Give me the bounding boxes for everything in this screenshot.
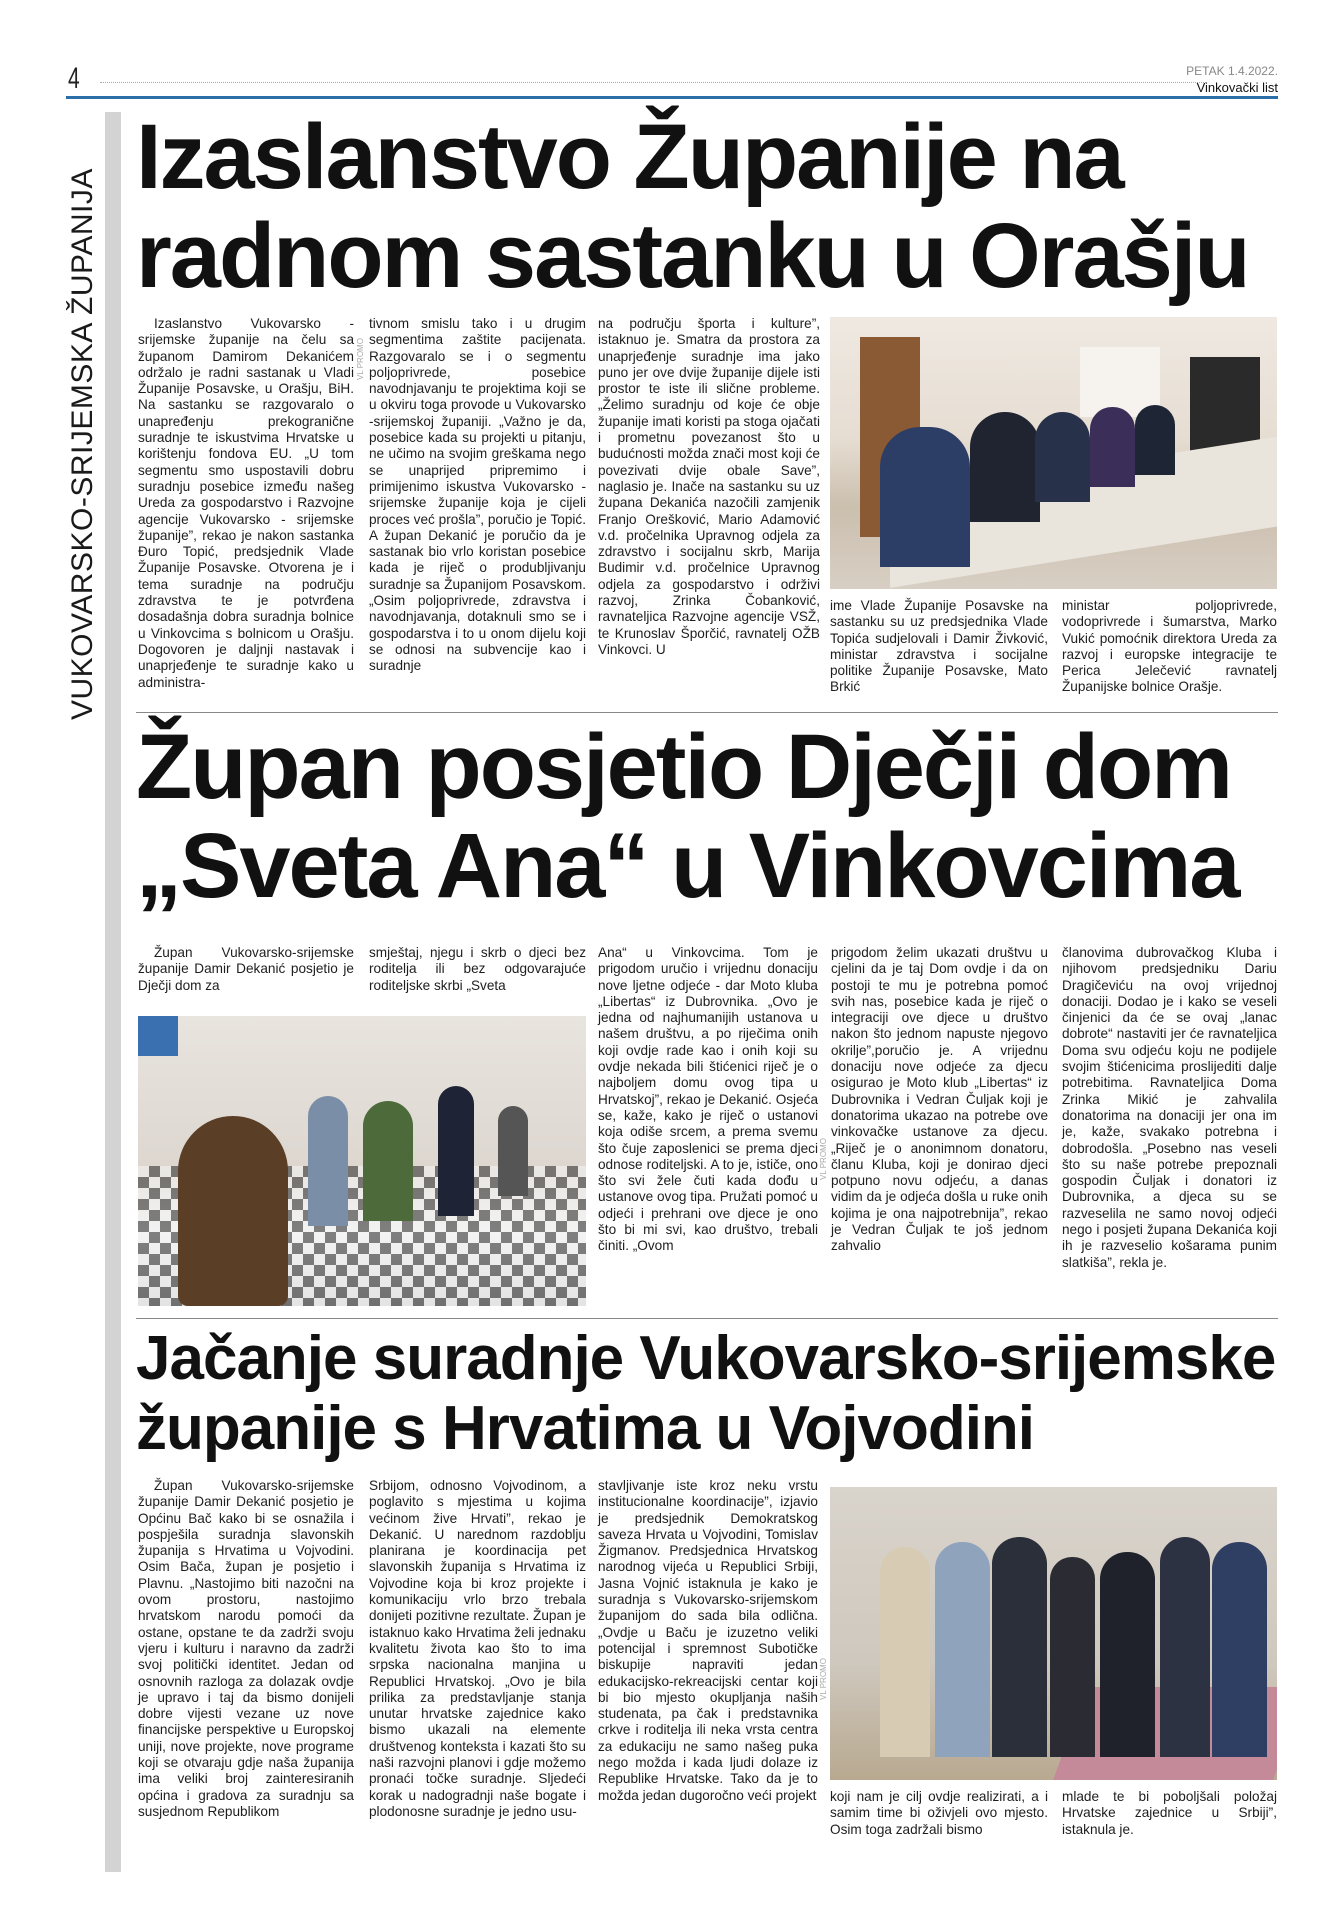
person <box>1160 1537 1210 1757</box>
article-1-photo-meeting <box>830 317 1277 589</box>
headline-line: županije s Hrvatima u Vojvodini <box>136 1394 1035 1464</box>
photo-credit: VL PROMO <box>819 1138 828 1180</box>
person <box>1035 412 1090 502</box>
publication-name: Vinkovački list <box>1196 80 1278 95</box>
person <box>1100 1552 1155 1757</box>
section-sidebar-bar <box>105 112 121 1872</box>
article-1-column-3: na području športa i kulture”, istaknuo je. Smatra da prostora za unaprjeđenje suradnje ima jako puno jer ove dvije županije dijele isti prostor te iste ili slične probleme. „Želimo suradnju od koje će obje županije imati koristi pa stoga ojačati i prometnu povezanost što u budućnosti možda znači most koji će povezivati dvije obale Save”, naglasio je. Inače na sastanku su uz župana Dekanića nazočili zamjenik Franjo Orešković, Mario Adamović v.d. pročelnika Upravnog odjela za zdravstvo i socijalnu skrb, Marija Budimir v.d. pročelnice Upravnog odjela za gospodarstvo i održivi razvoj, Zrinka Čobanković, ravnateljica Razvojne agencije VSŽ, te Krunoslav Šporčić, ravnatelj OŽB Vinkovci. U <box>598 316 820 657</box>
article-2-column-5: članovima dubrovačkog Kluba i njihovom predsjedniku Dariu Dragičeviću na ovoj vrijednoj donaciji. Dodao je i kako se veseli činjenici da će se ovaj „lanac dobrote“ nastaviti jer će ravnateljica Doma svu odjeću koju ne podijele svojim štićenicima proslijediti dalje potrebitima. Ravnateljica Doma Zrinka Mikić je zahvalila donatorima na donaciji jer ona im je, kaže, svakako potrebna i dobrodošla. „Posebno nas veseli što su naše potrebe prepoznali gospodin Čuljak i donatori iz Dubrovnika, a djeca su se razveselila ne samo novoj odjeći nego i posjeti župana Dekanića koji ih je razveselio košarama punim slatkiša”, rekla je. <box>1062 945 1277 1270</box>
article-divider <box>136 712 1278 713</box>
photo-credit: VL PROMO <box>356 338 365 380</box>
header-dotted-line <box>100 82 1206 83</box>
article-1-column-4: ime Vlade Županije Posavske na sastanku su uz predsjednika Vlade Topića sudjelovali i Damir Živković, ministar zdravstva i socijalne politike Županije Posavske, Mato Brkić <box>830 598 1048 695</box>
picture-frame <box>138 1016 178 1056</box>
article-3-photo-group <box>830 1487 1277 1780</box>
person <box>880 427 970 567</box>
article-2-headline <box>136 718 1238 917</box>
article-3-column-5: mlade te bi poboljšali položaj Hrvatske zajednice u Srbiji”, istaknula je. <box>1062 1789 1277 1837</box>
person <box>363 1101 413 1221</box>
article-2-column-4: prigodom želim ukazati društvu u cjelini da je taj Dom ovdje i da on postoji te mu je potrebna pomoć svih nas, posebice kada je riječ o integraciji ove djece u društvo nakon što jednom napuste njegovo okrilje”,poručio je. A vrijednu donaciju nove odjeće za djecu osigurao je Moto klub „Libertas“ iz Dubrovnika i Vedran Čuljak koji je donatorima ukazao na potrebe ove vinkovačke ustanove za djecu. „Riječ je o anonimnom donatoru, članu Kluba, koji je donirao djeci potpuno novu odjeću, a danas vidim da je odjeća došla u ruke onih kojima je ona najpotrebnija”, rekao je Vedran Čuljak te još jednom zahvalio <box>831 945 1048 1254</box>
article-2-column-2: smještaj, njegu i skrb o djeci bez roditelja ili bez odgovarajuće roditeljske skrbi „Sveta <box>369 945 586 993</box>
person <box>935 1542 990 1757</box>
headline-line: Jačanje suradnje Vukovarsko-srijemske <box>136 1324 1276 1393</box>
issue-date: PETAK 1.4.2022. <box>1186 64 1278 78</box>
article-2-photo-childrens-home <box>138 1016 586 1306</box>
person <box>1090 407 1135 487</box>
article-divider <box>136 1318 1278 1319</box>
article-2-column-3: Ana“ u Vinkovcima. Tom je prigodom uručio i vrijednu donaciju nove ljetne odjeće - dar Moto kluba „Libertas“ iz Dubrovnika. „Ovo je jedna od najhumanijih ustanova u našem društvu, a po riječima onih koji ovdje rade kao i onih koji su ovdje nekada bili štićenici riječ je o najboljem domu ovog tipa u Hrvatskoj”, rekao je Dekanić. Osjeća se, kaže, kako je riječ o ustanovi koja odiše srcem, a prema svemu što čuje zaposlenici se prema djeci odnose roditeljski. A to je, ističe, ono što svi žele čuti kada dođu u ustanove ovog tipa. Pružati pomoć u odjeći i prehrani ove djece je ono što bi mi svi, kao društvo, trebali činiti. „Ovom <box>598 945 818 1254</box>
headline-line: Župan posjetio Dječji dom <box>136 716 1231 818</box>
section-label: VUKOVARSKO-SRIJEMSKA ŽUPANIJA <box>66 168 99 720</box>
article-3-headline <box>136 1324 1275 1464</box>
article-1-column-1: Izaslanstvo Vukovarsko - srijemske županije na čelu sa županom Damirom Dekanićem održalo je radni sastanak u Vladi Županije Posavske, u Orašju, BiH. Na sastanku se razgovaralo o unapređenju prekogranične suradnje te iskustvima Hrvatske u korištenju fondova EU. „U tom segmentu smo uspostavili dobru suradnju posebice između našeg Ureda za gospodarstvo i Razvojne agencije Vukovarsko - srijemske županije”, rekao je nakon sastanka Đuro Topić, predsjednik Vlade Županije Posavske. Otvorena je i tema suradnje na području zdravstva te je potvrđena dosadašnja dobra suradnja bolnice u Vinkovcima s bolnicom u Orašju. Dogovoren je daljnji nastavak i unaprjeđenje te suradnje kako u administra- <box>138 316 354 690</box>
page-number: 4 <box>68 62 80 95</box>
article-3-column-3: stavljivanje iste kroz neku vrstu institucionalne koordinacije”, izjavio je predsjednik Demokratskog saveza Hrvata u Vojvodini, Tomislav Žigmanov. Predsjednica Hrvatskog narodnog vijeća u Republici Srbiji, Jasna Vojnić istaknula je kako je suradnja s Vukovarsko-srijemskom županijom do sada bila odlična. „Ovdje u Baču je izuzetno veliki potencijal i spremnost Subotičke biskupije napraviti jedan edukacijsko-rekreacijski centar koji bi bio mjesto okupljanja naših studenata, pa čak i predstavnika crkve i roditelja ili neka vrsta centra za edukaciju ne samo našeg puka nego možda i kada ljudi dolaze iz Republike Hrvatske. Tako da je to možda jedan dugoročno veći projekt <box>598 1478 818 1803</box>
person <box>992 1537 1047 1757</box>
person <box>1135 405 1175 475</box>
photo-credit: VL PROMO <box>819 1658 828 1700</box>
person <box>970 412 1040 522</box>
article-3-column-2: Srbijom, odnosno Vojvodinom, a poglavito s mjestima u kojima većinom žive Hrvati”, rekao je Dekanić. U narednom razdoblju planirana je koordinacija pet slavonskih županija s Hrvatima iz Vojvodine koja bi kroz projekte i komunikaciju vrlo brzo trebala donijeti pozitivne rezultate. Župan je istaknuo kako Hrvatima želi jednaku kvalitetu života kao što to ima srpska nacionalna manjina u Republici Hrvatskoj. „Ovo je bila prilika za predstavljanje stanja unutar hrvatske zajednice kako bismo ukazali na elemente društvenog konteksta i kazati što su naši razvojni planovi i gdje možemo pronaći točke suradnje. Sljedeći korak u nadogradnji naše bogate i plodonosne suradnje je jedno usu- <box>369 1478 586 1819</box>
header-accent-line <box>66 96 1278 99</box>
person <box>1212 1542 1267 1757</box>
person <box>438 1086 474 1216</box>
article-1-headline <box>136 108 1249 307</box>
article-2-column-1: Župan Vukovarsko-srijemske županije Damir Dekanić posjetio je Dječji dom za <box>138 945 354 993</box>
headline-line: Izaslanstvo Županije na <box>136 106 1123 208</box>
person <box>308 1096 348 1226</box>
person <box>880 1547 930 1757</box>
article-1-column-5: ministar poljoprivrede, vodoprivrede i šumarstva, Marko Vukić pomoćnik direktora Ureda za razvoj i europske integracije te Perica Jelečević ravnatelj Županijske bolnice Orašje. <box>1062 598 1277 695</box>
headline-line: „Sveta Ana“ u Vinkovcima <box>136 815 1239 918</box>
girl-hair-back <box>178 1116 288 1306</box>
article-3-column-4: koji nam je cilj ovdje realizirati, a i samim time bi oživjeli ovo mjesto. Osim toga zadržali bismo <box>830 1789 1048 1837</box>
person <box>498 1106 528 1196</box>
article-1-column-2: tivnom smislu tako i u drugim segmentima zaštite pacijenata. Razgovaralo se i o segmentu poljoprivrede, posebice navodnjavanju te projektima koji se u okviru toga provode u Vukovarsko -srijemskoj županiji. „Važno je da, posebice kada su projekti u pitanju, ne učimo na svojim greškama nego se unaprijed pripremimo i primijenimo iskustva Vukovarsko -srijemske županije koja je cijeli proces već prošla”, poručio je Topić. A župan Dekanić je poručio da je sastanak bio vrlo koristan posebice kada je riječ o produbljivanju suradnje sa Županijom Posavskom. „Osim poljoprivrede, zdravstva i navodnjavanja, dotaknuli smo se i gospodarstva i to u onom dijelu koji se odnosi na subvencije kao i suradnje <box>369 316 586 674</box>
headline-line: radnom sastanku u Orašju <box>136 205 1249 308</box>
article-3-column-1: Župan Vukovarsko-srijemske županije Damir Dekanić posjetio je Općinu Bač kako bi se osnažila i pospješila suradnja slavonskih županija s Hrvatima u Vojvodini. Osim Bača, župan je posjetio i Plavnu. „Nastojimo biti nazočni na ovom prostoru, nastojimo hrvatskom narodu pomoći da ostane, opstane te da zadrži svoju vjeru i kulturu i naravno da zadrži svoj politički identitet. Jedan od osnovnih razloga za dolazak ovdje je upravo i taj da bismo donijeli dobre vijesti vezane uz nove financijske perspektive u Europskoj uniji, nove projekte, nove programe koji se otvaraju gdje naša županija ima veliki broj zainteresiranih općina i gradova za suradnju sa susjednom Republikom <box>138 1478 354 1819</box>
person <box>1050 1557 1095 1757</box>
